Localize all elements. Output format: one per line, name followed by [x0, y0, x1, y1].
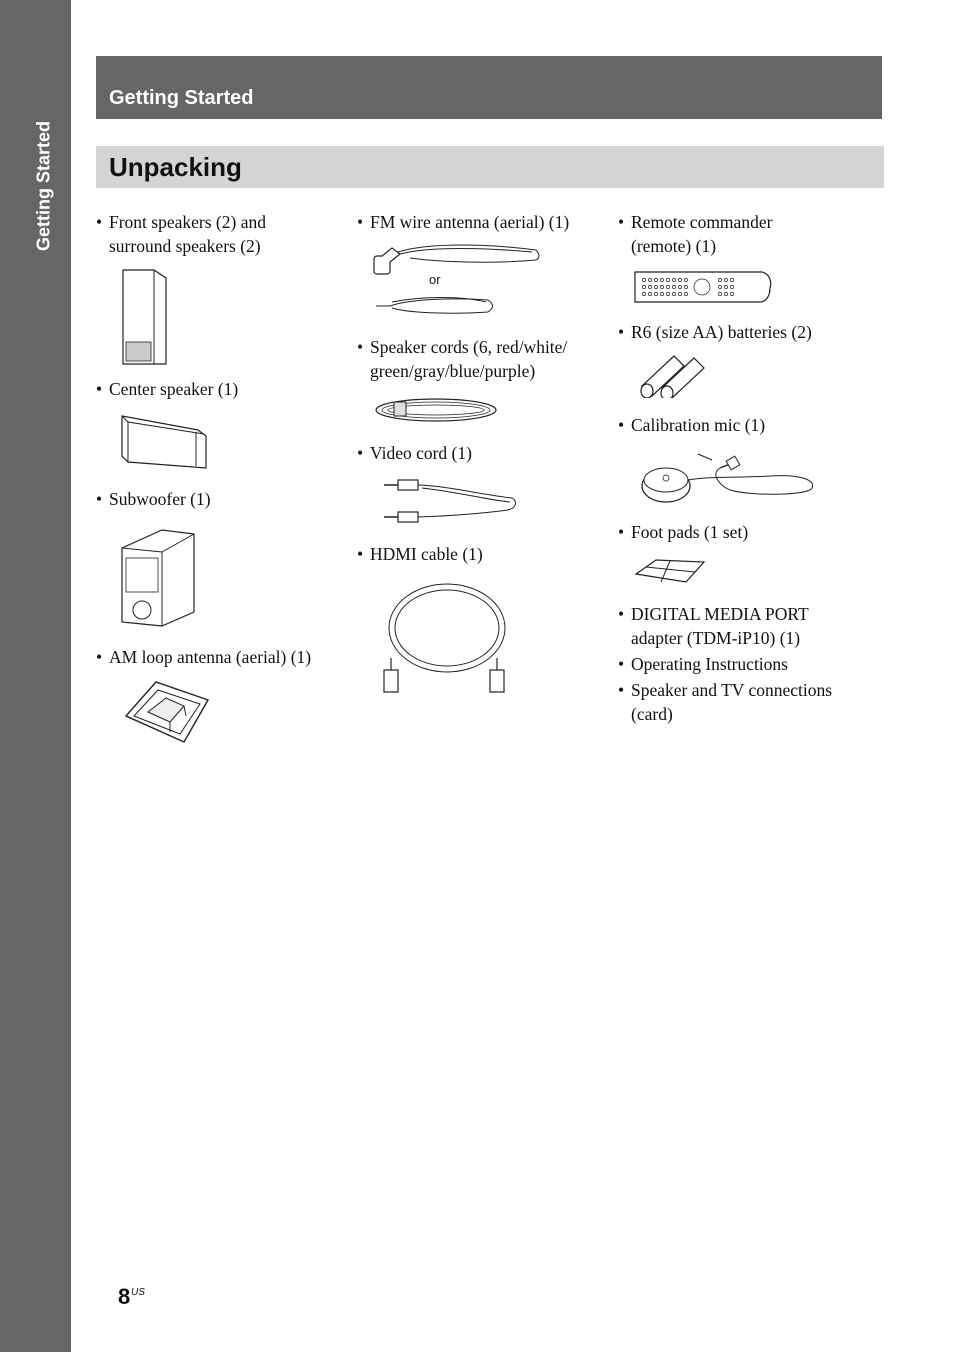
hdmi-cable-illustration — [378, 578, 516, 704]
item-text: (card) — [631, 704, 673, 724]
list-item-fm-antenna — [357, 210, 569, 234]
am-loop-antenna-illustration — [118, 676, 216, 748]
foot-pads-illustration — [634, 556, 708, 586]
front-speaker-illustration — [118, 266, 174, 368]
list-item-am-antenna — [96, 645, 311, 669]
item-text: • Front speakers (2) and — [109, 212, 266, 232]
calibration-mic-illustration — [640, 450, 820, 508]
item-text: • Center speaker (1) — [109, 379, 239, 399]
fm-antenna-connector-illustration — [370, 240, 542, 278]
page-number: 8 — [118, 1284, 131, 1309]
side-tab — [0, 0, 71, 1352]
item-text: • Video cord (1) — [370, 443, 472, 463]
list-item-video-cord — [357, 441, 472, 465]
item-text: • Operating Instructions — [631, 654, 788, 674]
or-label: or — [429, 272, 441, 287]
item-text: • Calibration mic (1) — [631, 415, 766, 435]
list-item-subwoofer — [96, 487, 211, 511]
list-item-calibration-mic — [618, 413, 765, 437]
item-text: • FM wire antenna (aerial) (1) — [370, 212, 570, 232]
video-cord-illustration — [378, 474, 522, 528]
batteries-illustration — [630, 350, 710, 398]
item-text: • AM loop antenna (aerial) (1) — [109, 647, 312, 667]
page-number-suffix: US — [131, 1287, 145, 1298]
item-text: • HDMI cable (1) — [370, 544, 483, 564]
list-item-center-speaker — [96, 377, 238, 401]
item-text: • Speaker and TV connections — [631, 680, 833, 700]
list-item-hdmi-cable — [357, 542, 483, 566]
item-text: • Foot pads (1 set) — [631, 522, 749, 542]
page-title: Unpacking — [109, 152, 242, 182]
item-text: adapter (TDM-iP10) (1) — [631, 628, 801, 648]
item-text: (remote) (1) — [631, 236, 717, 256]
item-text: • Remote commander — [631, 212, 773, 232]
section-header — [96, 56, 882, 119]
item-text: green/gray/blue/purple) — [370, 361, 536, 381]
list-item-remote — [618, 210, 772, 258]
list-item-speaker-cords — [357, 335, 567, 383]
page-heading — [96, 146, 884, 188]
side-tab-label: Getting Started — [33, 120, 54, 252]
item-text: • Speaker cords (6, red/white/ — [370, 337, 568, 357]
list-item-foot-pads — [618, 520, 748, 544]
subwoofer-illustration — [118, 524, 200, 630]
speaker-cords-illustration — [372, 394, 500, 426]
item-text: • DIGITAL MEDIA PORT — [631, 604, 809, 624]
item-text: • Subwoofer (1) — [109, 489, 211, 509]
remote-illustration — [632, 268, 774, 306]
list-item-batteries — [618, 320, 812, 344]
item-text: • R6 (size AA) batteries (2) — [631, 322, 812, 342]
center-speaker-illustration — [118, 410, 210, 472]
section-title: Getting Started — [109, 87, 254, 109]
list-item-connections-card — [618, 678, 832, 726]
list-item-operating-instructions — [618, 652, 788, 676]
item-text: surround speakers (2) — [109, 236, 261, 256]
list-item-dmport-adapter — [618, 602, 809, 650]
fm-antenna-wire-illustration — [372, 294, 496, 318]
list-item-front-speakers — [96, 210, 266, 258]
